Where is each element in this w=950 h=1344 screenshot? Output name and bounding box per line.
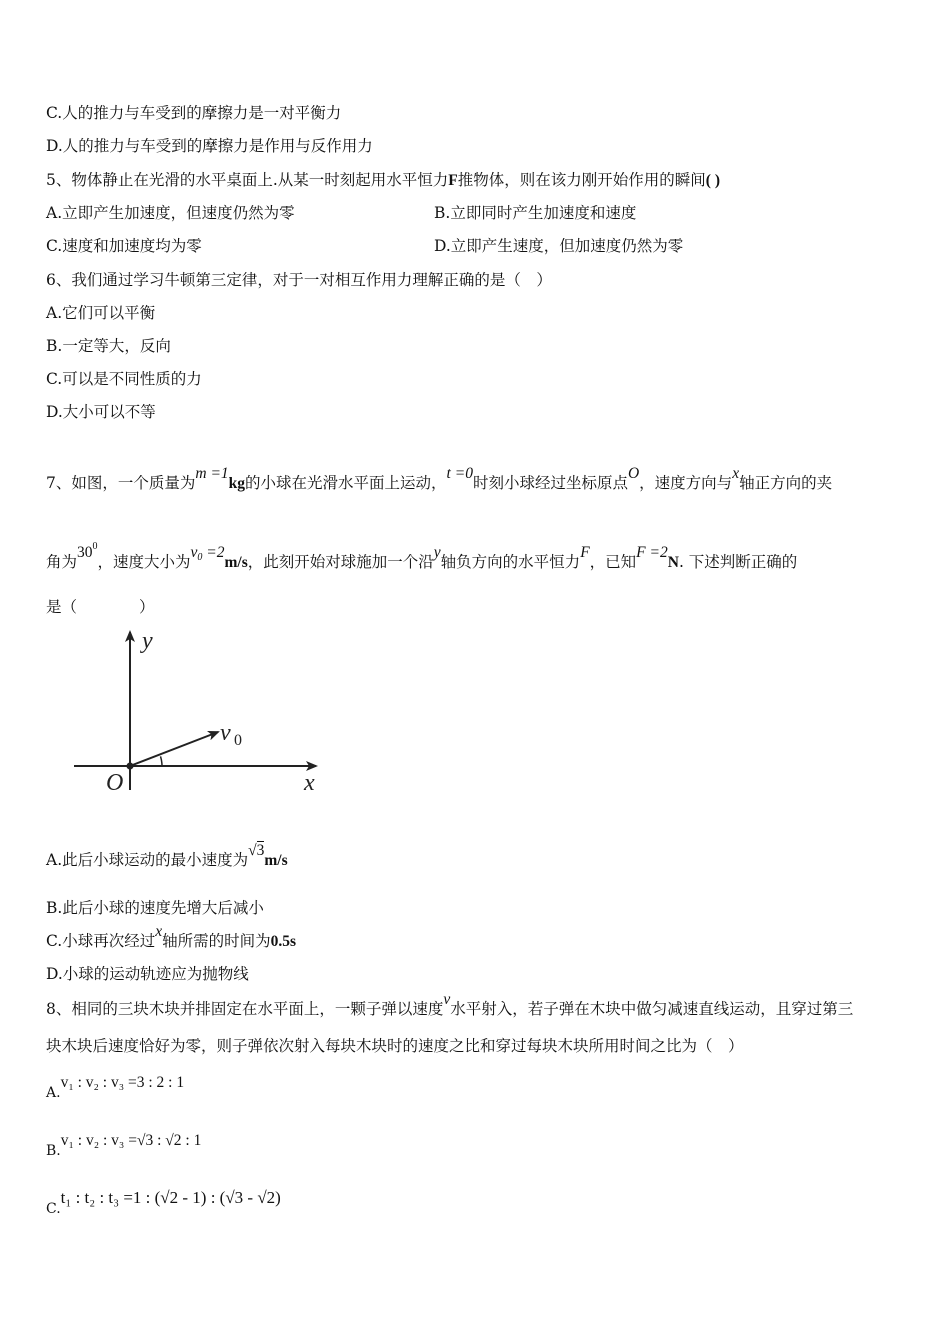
q5-option-b: B.立即同时产生加速度和速度 xyxy=(434,204,637,222)
q7-force-symbol: F xyxy=(580,544,590,561)
q7-angle-value: 30 xyxy=(77,544,93,561)
q7-option-c xyxy=(46,923,297,952)
q7-sqrt-expr: √3 xyxy=(248,842,265,859)
velocity-vector xyxy=(130,732,218,766)
q7-text: 轴负方向的水平恒力 xyxy=(440,553,581,571)
q7-text: . 下述判断正确的 xyxy=(678,553,798,571)
q7-coordinate-diagram xyxy=(60,620,340,800)
q7-angle xyxy=(77,541,98,561)
q7-sqrt-radicand: 3 xyxy=(256,842,265,859)
q5-option-a: A.立即产生加速度，但速度仍然为零 xyxy=(46,204,295,222)
q5-option-c: C.速度和加速度均为零 xyxy=(46,237,202,255)
q8-option-b-label: B. xyxy=(46,1143,61,1159)
q7-option-c-text: C.小球再次经过 xyxy=(46,932,156,950)
q7-option-a-unit: m/s xyxy=(264,852,288,869)
q8-text: 水平射入，若子弹在木块中做匀减速直线运动，且穿过第三 xyxy=(450,1000,854,1018)
q8-option-a-expr: v₁ : v₂ : v₃ =3 : 2 : 1 xyxy=(60,1074,185,1091)
q8-option-b-expr: v₁ : v₂ : v₃ =√3 : √2 : 1 xyxy=(60,1132,202,1149)
q7-option-c-value: 0.5s xyxy=(270,933,297,950)
q7-option-c-text2: 轴所需的时间为 xyxy=(162,932,271,950)
q7-option-b: B.此后小球的速度先增大后减小 xyxy=(46,899,264,917)
q8-stem-line1 xyxy=(46,991,854,1020)
q4-option-c: C.人的推力与车受到的摩擦力是一对平衡力 xyxy=(46,104,342,122)
q6-option-a: A.它们可以平衡 xyxy=(46,304,156,322)
q7-text: 时刻小球经过坐标原点 xyxy=(472,474,628,492)
fig-v-subscript: 0 xyxy=(234,732,242,749)
q8-stem-line2: 块木块后速度恰好为零，则子弹依次射入每块木块时的速度之比和穿过每块木块所用时间之比为（ ） xyxy=(46,1037,744,1055)
fig-origin-label: O xyxy=(106,770,124,796)
q7-option-a-text: A.此后小球运动的最小速度为 xyxy=(46,851,249,869)
q5-stem-part2: 推物体，则在该力刚开始作用的瞬间 xyxy=(457,171,706,189)
q8-option-b xyxy=(46,1132,202,1161)
q6-stem: 6、我们通过学习牛顿第三定律，对于一对相互作用力理解正确的是（ ） xyxy=(46,271,552,289)
q7-angle-degree: 0 xyxy=(92,541,98,552)
q7-text: ，速度方向与 xyxy=(639,474,733,492)
q5-stem-part1: 5、物体静止在光滑的水平桌面上.从某一时刻起用水平恒力 xyxy=(46,171,449,189)
q7-unit-n: N xyxy=(667,554,679,571)
q7-text: ，速度大小为 xyxy=(97,553,191,571)
q7-text: ，此刻开始对球施加一个沿 xyxy=(247,553,434,571)
q7-stem-line2 xyxy=(46,541,798,578)
q7-v-symbol: v xyxy=(190,544,198,561)
q7-force-expr: F =2 xyxy=(636,544,668,561)
q7-unit-kg: kg xyxy=(228,475,246,492)
q6-option-b: B.一定等大，反向 xyxy=(46,337,171,355)
q7-origin-symbol: O xyxy=(627,465,640,482)
q7-v-subscript: 0 xyxy=(197,552,203,563)
q7-time-expr: t =0 xyxy=(446,465,473,482)
q7-text: 角为 xyxy=(46,553,78,571)
q5-answer-paren: ( ) xyxy=(705,172,720,189)
q8-option-c-label: C. xyxy=(46,1201,61,1217)
q4-option-d: D.人的推力与车受到的摩擦力是作用与反作用力 xyxy=(46,137,373,155)
q7-stem-line3: 是（ ） xyxy=(46,598,155,616)
q8-option-c xyxy=(46,1188,281,1219)
q7-v-value: =2 xyxy=(202,544,225,561)
fig-v-label: v xyxy=(220,720,231,746)
q7-velocity-expr xyxy=(191,544,225,561)
fig-y-label: y xyxy=(142,628,153,654)
q8-option-a-label: A. xyxy=(46,1085,61,1101)
q7-text: 的小球在光滑水平面上运动， xyxy=(245,474,447,492)
q6-option-d: D.大小可以不等 xyxy=(46,403,156,421)
q7-text: 7、如图，一个质量为 xyxy=(46,474,196,492)
origin-dot xyxy=(127,763,134,770)
q7-unit-ms: m/s xyxy=(224,554,248,571)
q5-stem xyxy=(46,170,720,191)
q8-option-a xyxy=(46,1074,185,1103)
angle-arc xyxy=(161,756,163,766)
q7-mass-expr: m =1 xyxy=(195,465,229,482)
fig-x-label: x xyxy=(304,770,315,796)
q7-option-a xyxy=(46,842,288,871)
q7-stem-line1 xyxy=(46,465,833,494)
q5-option-d: D.立即产生速度，但加速度仍然为零 xyxy=(434,237,684,255)
q8-v-symbol: v xyxy=(443,991,451,1008)
q7-option-c-x: x xyxy=(155,923,163,940)
q7-x-symbol: x xyxy=(732,465,740,482)
q8-option-c-expr: t₁ : t₂ : t₃ =1 : (√2 - 1) : (√3 - √2) xyxy=(60,1188,281,1207)
q8-text: 8、相同的三块木块并排固定在水平面上，一颗子弹以速度 xyxy=(46,1000,444,1018)
q7-y-symbol: y xyxy=(433,544,441,561)
q6-option-c: C.可以是不同性质的力 xyxy=(46,370,202,388)
q5-force-symbol: F xyxy=(448,172,458,189)
q7-text: 轴正方向的夹 xyxy=(739,474,833,492)
q7-option-d: D.小球的运动轨迹应为抛物线 xyxy=(46,965,249,983)
q7-text: ，已知 xyxy=(589,553,637,571)
